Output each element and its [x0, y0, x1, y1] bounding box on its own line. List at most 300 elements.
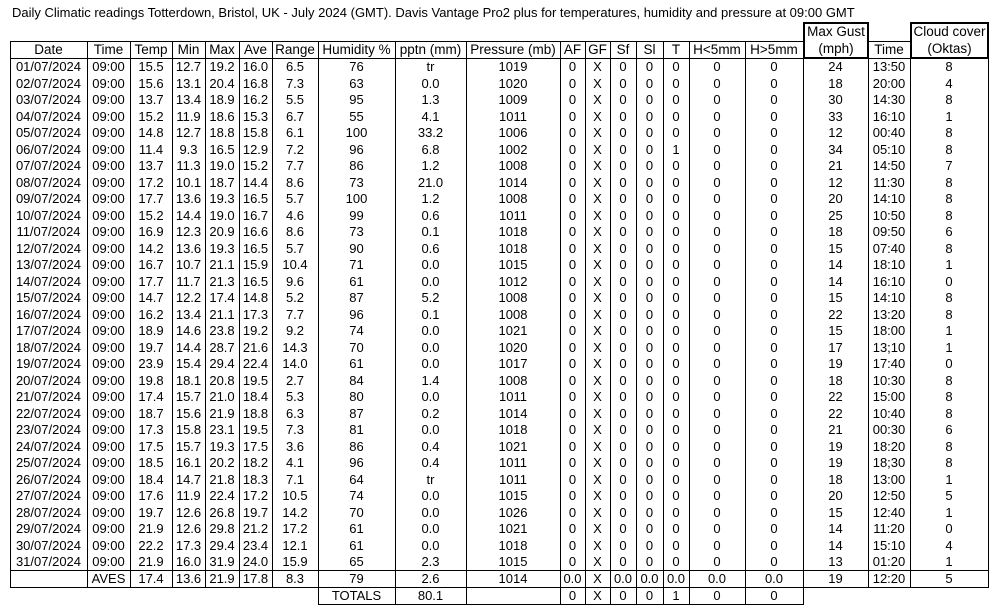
- column-header-time: Time: [93, 42, 124, 57]
- cell-gf: X: [593, 504, 602, 520]
- cell-gust-time: 20:00: [872, 75, 906, 91]
- cell-pptn: 0.4: [421, 455, 440, 470]
- table-row: [0, 488, 995, 505]
- table-row: [0, 554, 995, 571]
- cell-max-gust: 19: [828, 455, 843, 470]
- cell-min: 11.3: [176, 158, 201, 173]
- cell-pptn: 0.0: [421, 323, 440, 338]
- cell-cloud-cover: 8: [945, 141, 953, 157]
- cell-max: 18.9: [209, 92, 235, 107]
- cell-max: 21.0: [209, 389, 235, 404]
- cell-cloud-cover: 0: [945, 521, 953, 536]
- cell-sl: 0: [645, 389, 654, 404]
- cell-date: 09/07/2024: [15, 191, 82, 206]
- cell-humidity: 61: [349, 521, 364, 536]
- cell-time: 09:00: [92, 273, 125, 289]
- cell-range: 7.1: [285, 471, 305, 487]
- cell-cloud-cover: 8: [945, 438, 953, 454]
- cell-humidity: 100: [345, 191, 368, 206]
- cell-t: 1: [672, 141, 680, 157]
- cell-date: 11/07/2024: [16, 224, 81, 239]
- cell-max: 26.8: [209, 504, 235, 520]
- cell-gust-time: 18:20: [872, 438, 906, 454]
- cell-humidity: 87: [349, 290, 364, 305]
- cell-pressure: 1019: [498, 59, 528, 74]
- cell-hail-under-5mm: 0: [713, 521, 721, 536]
- cell-range: 14.3: [282, 339, 308, 355]
- column-header-pressure: Pressure (mb): [470, 42, 556, 57]
- cell-sl: 0: [645, 158, 654, 173]
- cell-gf: X: [593, 290, 602, 305]
- cell-t: 0: [672, 240, 680, 256]
- cell-range: 12.1: [282, 537, 308, 553]
- gridline-vertical: [585, 41, 586, 588]
- cell-t: 0: [672, 207, 680, 223]
- cell-max: 23.8: [209, 323, 235, 338]
- column-header-t: T: [671, 42, 681, 57]
- cell-temp: 14.8: [138, 125, 164, 140]
- cell-date: 26/07/2024: [15, 471, 82, 487]
- cell-pressure: 1014: [498, 405, 528, 421]
- cell-gust-time: 18:00: [872, 323, 906, 338]
- cell-ave: 17.5: [242, 438, 269, 454]
- cell-cloud-cover: 0: [945, 356, 953, 371]
- column-header-sf: Sf: [616, 42, 630, 57]
- cell-temp: 16.9: [138, 224, 164, 239]
- cell-time: 09:00: [92, 75, 125, 91]
- cell-sl: 0: [645, 537, 654, 553]
- cell-af: 0: [568, 290, 577, 305]
- total-t: 1: [672, 588, 680, 603]
- cell-t: 0: [672, 488, 680, 503]
- cell-cloud-cover: 8: [945, 207, 953, 223]
- cell-gust-time: 13;10: [872, 339, 906, 355]
- cell-humidity: 86: [349, 158, 364, 173]
- gridline-vertical: [663, 41, 664, 588]
- cell-ave: 12.9: [242, 141, 269, 157]
- cell-sf: 0: [619, 488, 627, 503]
- cell-ave: 16.5: [242, 191, 269, 206]
- cell-range: 6.7: [285, 108, 305, 124]
- cell-range: 10.5: [282, 488, 308, 503]
- cell-af: 0: [568, 59, 577, 74]
- cell-ave: 19.5: [242, 422, 269, 437]
- cell-cloud-cover: 8: [945, 174, 953, 190]
- total-sf: 0: [619, 588, 627, 603]
- cell-time: 09:00: [92, 191, 125, 206]
- cell-time: 09:00: [92, 422, 125, 437]
- cell-max: 19.3: [209, 438, 235, 454]
- table-row: [0, 274, 995, 291]
- cell-min: 15.7: [175, 389, 202, 404]
- cell-range: 5.7: [285, 240, 305, 256]
- cell-time: 09:00: [92, 488, 125, 503]
- cell-cloud-cover: 7: [945, 158, 953, 173]
- average-gust-time: 12:20: [872, 571, 906, 586]
- average-humidity: 79: [349, 571, 364, 586]
- cell-af: 0: [568, 405, 577, 421]
- cell-time: 09:00: [92, 455, 125, 470]
- cell-pptn: tr: [426, 471, 435, 487]
- cell-cloud-cover: 1: [945, 554, 953, 569]
- cell-cloud-cover: 6: [945, 422, 953, 437]
- cell-max-gust: 24: [828, 59, 843, 74]
- table-row: [0, 76, 995, 93]
- cell-max: 21.1: [209, 306, 235, 322]
- cell-gust-time: 15:10: [872, 537, 906, 553]
- cell-cloud-cover: 8: [945, 389, 953, 404]
- cell-gust-time: 16:10: [872, 273, 906, 289]
- cell-af: 0: [568, 389, 577, 404]
- cell-sf: 0: [619, 356, 627, 371]
- cell-temp: 15.6: [138, 75, 164, 91]
- cell-gf: X: [593, 257, 602, 272]
- table-row: [0, 389, 995, 406]
- cell-range: 7.7: [285, 158, 305, 173]
- cell-hail-under-5mm: 0: [713, 455, 721, 470]
- average-temp: 17.4: [138, 571, 164, 586]
- cell-t: 0: [672, 504, 680, 520]
- cell-hail-under-5mm: 0: [713, 191, 721, 206]
- cell-ave: 15.2: [242, 158, 269, 173]
- cell-sl: 0: [645, 405, 654, 421]
- cell-af: 0: [568, 438, 577, 454]
- cell-sl: 0: [645, 240, 654, 256]
- cell-time: 09:00: [92, 125, 125, 140]
- cell-hail-over-5mm: 0: [770, 389, 778, 404]
- gridline-vertical: [87, 41, 88, 588]
- cell-af: 0: [568, 191, 577, 206]
- cell-hail-under-5mm: 0: [713, 389, 721, 404]
- cell-hail-over-5mm: 0: [770, 158, 778, 173]
- column-header-date: Date: [34, 42, 63, 57]
- cell-hail-under-5mm: 0: [713, 158, 721, 173]
- cell-humidity: 61: [349, 537, 364, 553]
- table-row: [0, 422, 995, 439]
- cell-hail-over-5mm: 0: [770, 191, 778, 206]
- cell-t: 0: [672, 158, 680, 173]
- gridline-vertical: [10, 41, 11, 588]
- table-row: [0, 125, 995, 142]
- cell-temp: 19.7: [138, 339, 164, 355]
- cell-sf: 0: [619, 405, 627, 421]
- cell-max-gust: 18: [828, 224, 843, 239]
- cell-cloud-cover: 8: [945, 191, 953, 206]
- cell-cloud-cover: 8: [945, 125, 953, 140]
- cell-hail-under-5mm: 0: [713, 372, 721, 388]
- cell-temp: 21.9: [138, 554, 164, 569]
- cell-gf: X: [593, 207, 602, 223]
- gridline-vertical: [560, 41, 561, 588]
- cell-max-gust: 20: [828, 488, 843, 503]
- cell-humidity: 96: [349, 306, 364, 322]
- cell-pressure: 1020: [498, 75, 528, 91]
- cell-pptn: 33.2: [417, 125, 444, 140]
- cell-gf: X: [593, 422, 602, 437]
- cell-max: 20.4: [209, 75, 235, 91]
- cell-gust-time: 11:20: [873, 521, 905, 536]
- cell-date: 04/07/2024: [15, 108, 82, 124]
- cell-gf: X: [593, 108, 602, 124]
- cell-range: 5.5: [285, 92, 305, 107]
- cell-ave: 18.8: [242, 405, 269, 421]
- gridline-vertical: [636, 41, 637, 588]
- gridline-vertical: [560, 587, 561, 605]
- table-row: [0, 290, 995, 307]
- cell-pressure: 1012: [498, 273, 528, 289]
- column-header-gf: GF: [588, 42, 607, 57]
- cell-temp: 17.5: [138, 438, 164, 454]
- cell-gust-time: 05:10: [872, 141, 906, 157]
- cell-max-gust: 12: [828, 174, 843, 190]
- cell-date: 15/07/2024: [15, 290, 82, 305]
- cell-af: 0: [568, 174, 577, 190]
- cell-date: 05/07/2024: [15, 125, 82, 140]
- column-header-hail-over-5mm: H>5mm: [750, 42, 798, 57]
- cell-gf: X: [593, 141, 602, 157]
- cell-pptn: 0.0: [421, 339, 440, 355]
- cell-af: 0: [568, 108, 577, 124]
- cell-pressure: 1015: [498, 257, 528, 272]
- cell-pptn: 0.1: [421, 306, 440, 322]
- cell-t: 0: [672, 339, 680, 355]
- cell-max-gust: 21: [828, 422, 843, 437]
- cell-temp: 16.2: [138, 306, 164, 322]
- cell-sf: 0: [619, 537, 627, 553]
- cell-temp: 15.2: [138, 207, 164, 223]
- cell-hail-over-5mm: 0: [770, 405, 778, 421]
- cell-min: 12.7: [175, 125, 202, 140]
- cell-min: 14.7: [175, 471, 202, 487]
- cell-time: 09:00: [92, 554, 125, 569]
- cell-ave: 22.4: [242, 356, 269, 371]
- column-header-gust-time: Time: [874, 42, 904, 57]
- total-pptn: 80.1: [417, 588, 444, 603]
- cell-pressure: 1015: [498, 488, 528, 503]
- cell-pressure: 1011: [499, 455, 527, 470]
- cell-time: 09:00: [92, 405, 125, 421]
- cell-sl: 0: [645, 455, 654, 470]
- column-header-max-gust-label: Max Gust: [807, 24, 865, 39]
- table-row: [0, 472, 995, 489]
- cell-min: 11.7: [176, 273, 201, 289]
- cell-pressure: 1020: [498, 339, 528, 355]
- cell-gust-time: 00:40: [872, 125, 906, 140]
- cell-max: 29.4: [209, 537, 235, 553]
- cell-hail-over-5mm: 0: [770, 125, 778, 140]
- cell-range: 9.2: [285, 323, 305, 338]
- cell-max: 29.8: [209, 521, 235, 536]
- cell-gf: X: [593, 174, 602, 190]
- column-header-pptn: pptn (mm): [399, 42, 462, 57]
- cell-af: 0: [568, 488, 577, 503]
- cell-t: 0: [672, 191, 680, 206]
- cell-date: 21/07/2024: [15, 389, 82, 404]
- cell-sl: 0: [645, 488, 654, 503]
- cell-sl: 0: [645, 59, 654, 74]
- cell-date: 20/07/2024: [15, 372, 82, 388]
- cell-t: 0: [672, 389, 680, 404]
- cell-gf: X: [593, 372, 602, 388]
- cell-sl: 0: [645, 554, 654, 569]
- cell-af: 0: [568, 504, 577, 520]
- gridline-vertical: [868, 41, 869, 588]
- cell-sl: 0: [645, 306, 654, 322]
- cell-t: 0: [672, 521, 680, 536]
- table-row: [0, 323, 995, 340]
- cell-min: 18.1: [175, 372, 202, 388]
- cell-sf: 0: [619, 504, 627, 520]
- column-header-temp: Temp: [134, 42, 168, 57]
- cell-af: 0: [568, 554, 577, 569]
- cell-temp: 15.5: [138, 59, 164, 74]
- cell-date: 18/07/2024: [15, 339, 82, 355]
- cell-hail-over-5mm: 0: [770, 372, 778, 388]
- cell-hail-over-5mm: 0: [770, 306, 778, 322]
- cell-temp: 18.9: [138, 323, 164, 338]
- cell-hail-under-5mm: 0: [713, 108, 721, 124]
- cell-ave: 14.8: [242, 290, 269, 305]
- cell-gf: X: [593, 521, 602, 536]
- cell-max: 19.3: [209, 191, 235, 206]
- cell-af: 0: [568, 92, 577, 107]
- total-hail-under-5mm: 0: [713, 588, 721, 603]
- cell-hail-under-5mm: 0: [713, 290, 721, 305]
- cell-af: 0: [568, 356, 577, 371]
- gridline-vertical: [239, 41, 240, 588]
- averages-row: [0, 571, 995, 587]
- cell-gust-time: 16:10: [872, 108, 906, 124]
- cell-max-gust: 14: [828, 273, 843, 289]
- cell-pressure: 1008: [498, 158, 528, 173]
- page-title: Daily Climatic readings Totterdown, Bristol, UK - July 2024 (GMT). Davis Vantage Pro2 plus for temperatures, humidity and pressure at 09:00 GMT: [12, 5, 855, 20]
- cell-max: 19.0: [209, 158, 235, 173]
- cell-sf: 0: [619, 125, 627, 140]
- cell-time: 09:00: [92, 504, 125, 520]
- cell-min: 13.4: [175, 92, 202, 107]
- cell-range: 2.7: [285, 372, 305, 388]
- average-pptn: 2.6: [421, 571, 440, 586]
- cell-max-gust: 15: [828, 290, 843, 305]
- cell-max-gust: 15: [828, 240, 843, 256]
- cell-range: 6.3: [285, 405, 305, 421]
- cell-pptn: 0.0: [421, 488, 440, 503]
- cell-pptn: 2.3: [421, 554, 440, 569]
- cell-gust-time: 09:50: [872, 224, 906, 239]
- cell-hail-over-5mm: 0: [770, 75, 778, 91]
- cell-range: 10.4: [282, 257, 308, 272]
- cell-t: 0: [672, 323, 680, 338]
- cell-sf: 0: [619, 273, 627, 289]
- cell-min: 10.7: [175, 257, 202, 272]
- cell-gf: X: [593, 306, 602, 322]
- cell-hail-over-5mm: 0: [770, 537, 778, 553]
- cell-gust-time: 15:00: [872, 389, 906, 404]
- cell-gf: X: [593, 240, 602, 256]
- cell-hail-over-5mm: 0: [770, 422, 778, 437]
- table-row: [0, 92, 995, 109]
- cell-gf: X: [593, 405, 602, 421]
- cell-time: 09:00: [92, 224, 125, 239]
- cell-humidity: 84: [349, 372, 364, 388]
- cell-gust-time: 18:10: [872, 257, 906, 272]
- cell-sf: 0: [619, 207, 627, 223]
- cell-gf: X: [593, 92, 602, 107]
- gridline-vertical: [130, 41, 131, 588]
- cell-temp: 11.4: [138, 141, 164, 157]
- cell-hail-under-5mm: 0: [713, 422, 721, 437]
- cell-pressure: 1008: [498, 306, 528, 322]
- cell-ave: 23.4: [242, 537, 269, 553]
- cell-gust-time: 10:50: [872, 207, 906, 223]
- cell-cloud-cover: 6: [945, 224, 953, 239]
- cell-sf: 0: [619, 224, 627, 239]
- cell-min: 15.7: [175, 438, 202, 454]
- column-header-cloud-cover-unit: (Oktas): [927, 40, 972, 56]
- gridline-vertical: [636, 587, 637, 605]
- cell-pressure: 1018: [498, 422, 528, 437]
- cell-date: 13/07/2024: [15, 257, 82, 272]
- cell-range: 7.7: [285, 306, 305, 322]
- cell-range: 8.6: [285, 224, 305, 239]
- cell-time: 09:00: [92, 108, 125, 124]
- cell-pressure: 1011: [499, 108, 527, 124]
- cell-gf: X: [593, 438, 602, 454]
- cell-sl: 0: [645, 438, 654, 454]
- cell-cloud-cover: 8: [945, 92, 953, 107]
- cell-temp: 19.8: [138, 372, 164, 388]
- cell-hail-under-5mm: 0: [713, 273, 721, 289]
- cell-sl: 0: [645, 257, 654, 272]
- cell-range: 7.2: [285, 141, 305, 157]
- cell-range: 4.1: [285, 455, 305, 470]
- cell-ave: 16.7: [242, 207, 269, 223]
- cell-af: 0: [568, 273, 577, 289]
- cell-min: 14.4: [175, 207, 202, 223]
- cell-time: 09:00: [92, 471, 125, 487]
- cell-t: 0: [672, 438, 680, 454]
- gridline-vertical: [610, 41, 611, 588]
- cell-time: 09:00: [92, 174, 125, 190]
- cell-max: 18.7: [209, 174, 235, 190]
- gridline-vertical: [689, 41, 690, 588]
- cell-sf: 0: [619, 108, 627, 124]
- cell-range: 15.9: [282, 554, 308, 569]
- cell-range: 14.2: [282, 504, 308, 520]
- gridline-horizontal: [10, 41, 804, 42]
- cell-pptn: 1.3: [421, 92, 440, 107]
- cell-temp: 13.7: [138, 92, 164, 107]
- cell-time: 09:00: [92, 306, 125, 322]
- cell-t: 0: [672, 125, 680, 140]
- cell-t: 0: [672, 455, 680, 470]
- cell-af: 0: [568, 306, 577, 322]
- cell-date: 10/07/2024: [15, 207, 82, 223]
- cell-gust-time: 11:30: [873, 174, 905, 190]
- total-gf: X: [593, 588, 602, 603]
- cell-gf: X: [593, 59, 602, 74]
- cell-range: 6.1: [285, 125, 305, 140]
- cell-t: 0: [672, 174, 680, 190]
- cell-af: 0: [568, 471, 577, 487]
- cell-sl: 0: [645, 422, 654, 437]
- cell-min: 11.9: [176, 488, 201, 503]
- cell-time: 09:00: [92, 240, 125, 256]
- cell-temp: 21.9: [138, 521, 164, 536]
- cell-hail-under-5mm: 0: [713, 75, 721, 91]
- cell-min: 17.3: [175, 537, 202, 553]
- average-af: 0.0: [563, 571, 582, 586]
